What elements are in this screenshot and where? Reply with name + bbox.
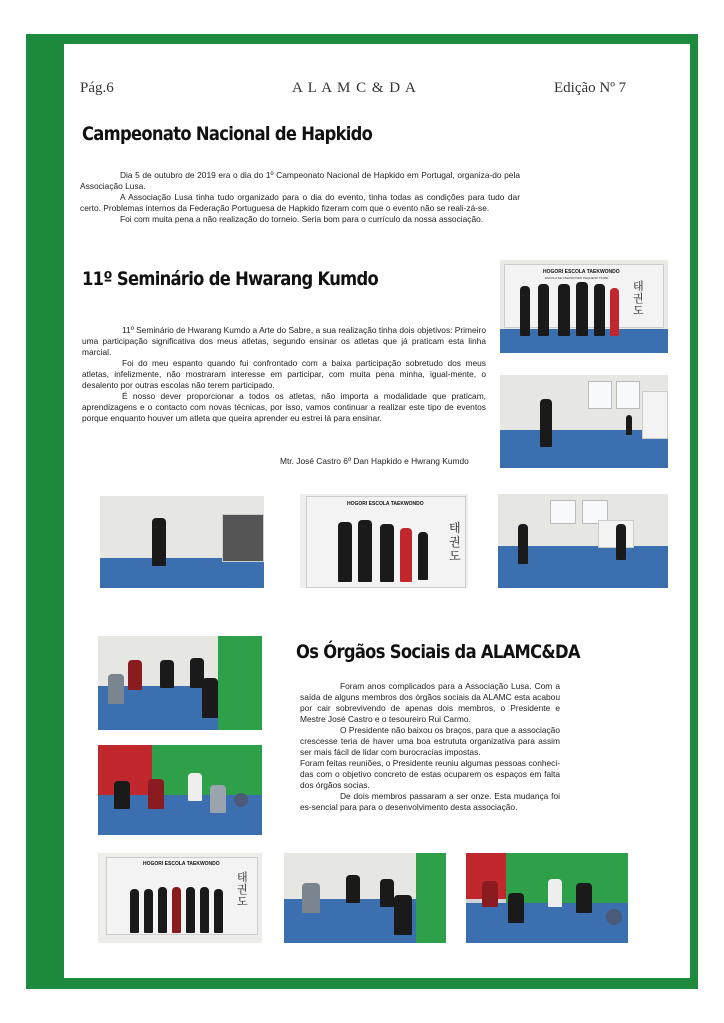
article3-paragraph: Foram anos complicados para a Associação Lusa. Com a saída de alguns membros dos órgãos sociais da ALAMC esta acabou por cair sobrevivendo de apenas dois membros, o Presidente e Mestre José Castro e o tesoureiro Rui Carmo.: [300, 681, 560, 724]
photo-seminar-athlete: [500, 375, 668, 468]
article3-title: Os Órgãos Sociais da ALAMC&DA: [296, 641, 580, 663]
article1-title: Campeonato Nacional de Hapkido: [82, 123, 373, 145]
frame-top-left: [26, 34, 66, 989]
photo-seminar-row-1: [100, 496, 264, 588]
page-number: Pág.6: [80, 80, 114, 96]
article3-body: [300, 681, 560, 813]
article2-paragraph: Foi do meu espanto quando fui confrontado com a baixa participação sobretudo dos meus atletas, infelizmente, não mostraram interesse em participar, com muita pena minha, igual-mente, o desalento por outras escolas não terem participado.: [82, 358, 486, 390]
article3-paragraph: O Presidente não baixou os braços, para que a associação crescesse teria de haver uma boa estrututa organizativa para assim ser mais fácil de lidar com burocracias impostas.: [300, 725, 560, 757]
article2-paragraph: 11º Seminário de Hwarang Kumdo a Arte do Sabre, a sua realização tinha dois objetivos: Primeiro uma participação significativa dos meus atletas, segundo ensinar os atletas que já praticam esta linha marcial.: [82, 325, 486, 357]
photo-meeting-1: [98, 636, 262, 730]
photo-seminar-group: [500, 260, 668, 353]
frame-bottom: [26, 978, 698, 989]
photo-meeting-2: [98, 745, 262, 835]
edition-number: Edição Nº 7: [554, 80, 627, 96]
article3-paragraph: Foram feitas reuniões, o Presidente reuniu algumas pessoas conheci-das com o objetivo concreto de estas ocuparem os espaços em falta dos órgãos socias.: [300, 758, 560, 790]
banner-school-name: HOGORI ESCOLA TAEKWONDO: [143, 861, 220, 867]
article2-body: [82, 325, 486, 424]
banner-hangul: 태권도: [237, 871, 248, 908]
photo-bottom-group: [98, 853, 262, 943]
publication-name: A L A M C & D A: [292, 80, 417, 96]
article1-paragraph: Dia 5 de outubro de 2019 era o dia do 1º Campeonato Nacional de Hapkido em Portugal, organiza-do pela Associação Lusa.: [80, 170, 520, 191]
article1-paragraph: Foi com muita pena a não realização do torneio. Seria bom para o currículo da nossa associação.: [120, 214, 484, 224]
banner-school-name: HOGORI ESCOLA TAEKWONDO: [543, 269, 620, 275]
photo-bottom-meeting-1: [284, 853, 446, 943]
photo-seminar-row-2: [300, 494, 468, 588]
article3-paragraph: De dois membros passaram a ser onze. Esta mudança foi es-sencial para para o desenvolvimento desta associação.: [300, 791, 560, 812]
article2-signature: Mtr. José Castro 6º Dan Hapkido e Hwrang Kumdo: [280, 456, 469, 466]
photo-seminar-row-3: [498, 494, 668, 588]
article1-body: [80, 170, 520, 225]
article2-paragraph: É nosso dever proporcionar a todos os atletas, não importa a modalidade que praticam, aprendizagens e o contacto com novas técnicas, por isso, vamos continuar a realizar este tipo de eventos porque enquanto houver um atleta que queira aprender eu estrei lá para ensinar.: [82, 391, 486, 423]
article2-title: 11º Seminário de Hwarang Kumdo: [82, 268, 379, 290]
banner-subtitle: ESCOLA DE TAEKWONDO PEQUENO TIGRE: [545, 276, 609, 280]
banner-hangul: 태권도: [449, 521, 461, 563]
article1-paragraph: A Associação Lusa tinha tudo organizado para o dia do evento, tinha todas as condições para tudo dar certo. Problemas internos da Federação Portuguesa de Hapkido fizeram com que o evento não se reali-zá-se.: [80, 192, 520, 213]
banner-hangul: 태권도: [633, 280, 644, 317]
banner-school-name: HOGORI ESCOLA TAEKWONDO: [347, 501, 424, 507]
photo-bottom-meeting-2: [466, 853, 628, 943]
